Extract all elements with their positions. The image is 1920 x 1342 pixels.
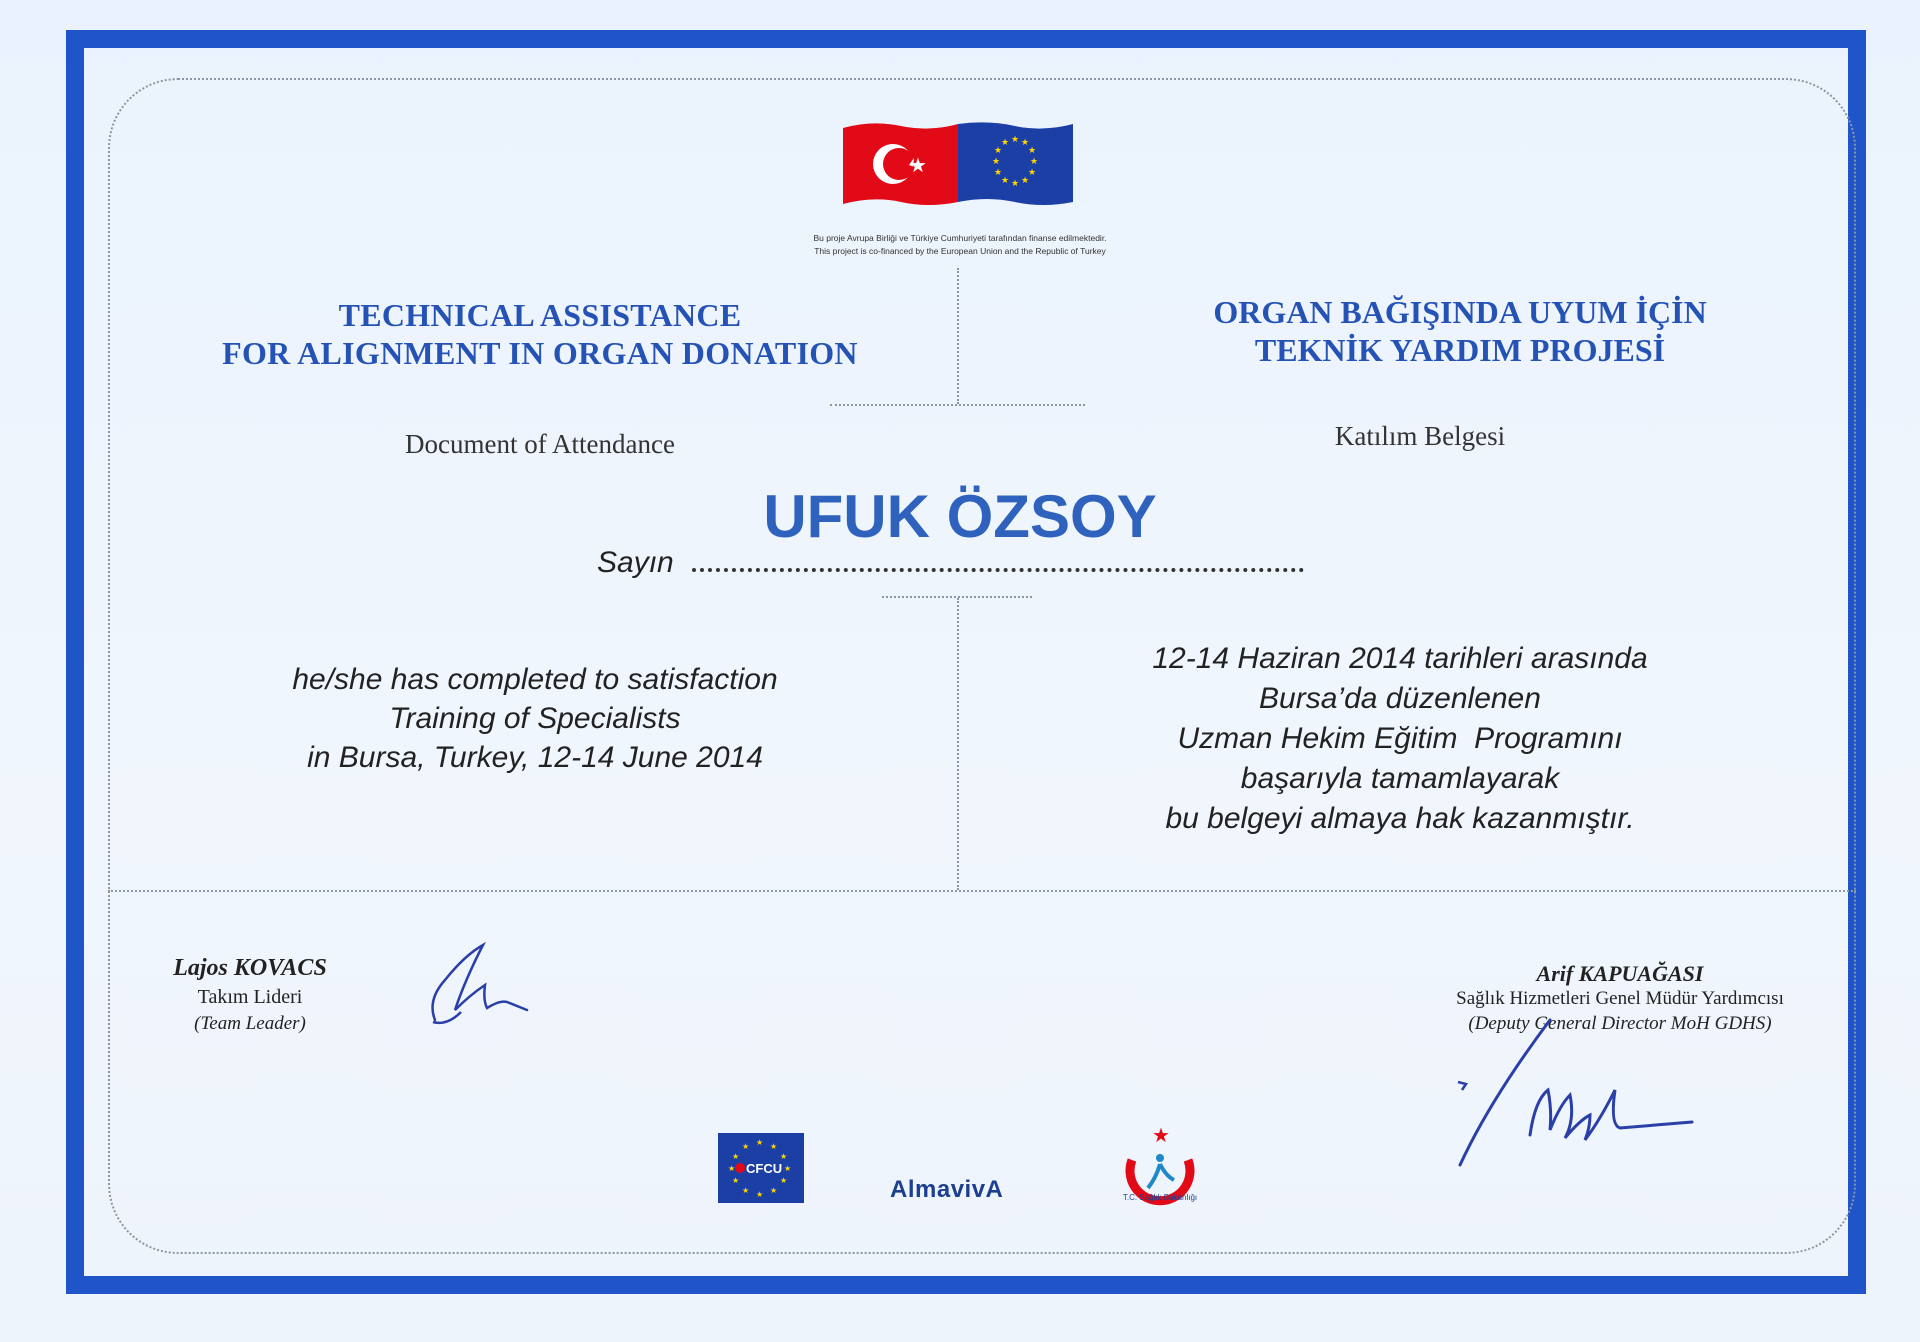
svg-text:★: ★ xyxy=(732,1176,740,1185)
right-signatory-name: Arif KAPUAĞASI xyxy=(1536,961,1704,986)
svg-text:★: ★ xyxy=(742,1186,750,1195)
body-tr-line2: Bursa’da düzenlenen xyxy=(1259,682,1541,715)
svg-text:★: ★ xyxy=(770,1186,778,1195)
svg-text:★: ★ xyxy=(728,1164,736,1173)
svg-text:★: ★ xyxy=(780,1152,788,1161)
almaviva-logo: AlmavivA xyxy=(890,1176,1004,1203)
cfcu-logo xyxy=(718,1133,804,1203)
eu-flag-icon xyxy=(958,122,1073,205)
svg-text:★: ★ xyxy=(1030,157,1039,167)
svg-text:★: ★ xyxy=(756,1190,764,1199)
svg-text:★: ★ xyxy=(994,146,1003,156)
top-vertical-divider xyxy=(957,268,959,404)
body-tr-line3: Uzman Hekim Eğitim Programını xyxy=(1177,722,1623,755)
svg-text:★: ★ xyxy=(1021,176,1030,186)
left-signature xyxy=(425,940,535,1030)
header-underline xyxy=(830,404,1085,406)
svg-text:★: ★ xyxy=(784,1164,792,1173)
body-text-tr xyxy=(1080,639,1720,839)
left-signatory-name: Lajos KOVACS xyxy=(173,955,327,981)
recipient-name: UFUK ÖZSOY xyxy=(763,483,1157,550)
body-tr-line5: bu belgeyi almaya hak kazanmıştır. xyxy=(1165,802,1635,835)
saglik-bakanligi-text: T.C. Sağlık Bakanlığı xyxy=(1122,1193,1198,1202)
svg-text:★: ★ xyxy=(1001,176,1010,186)
funding-credit xyxy=(690,232,1230,258)
body-en-line2: Training of Specialists xyxy=(389,702,681,735)
footer-divider xyxy=(108,890,1856,892)
name-dotted-line xyxy=(692,568,1304,572)
svg-text:★: ★ xyxy=(1001,138,1010,148)
funding-credit-tr: Bu proje Avrupa Birliği ve Türkiye Cumhuriyeti tarafından finanse edilmektedir. xyxy=(813,233,1107,243)
title-tr-line2: TEKNİK YARDIM PROJESİ xyxy=(1254,332,1666,368)
cfcu-logo-text: CFCU xyxy=(746,1161,783,1176)
title-en-line1: TECHNICAL ASSISTANCE xyxy=(338,297,742,333)
svg-text:★: ★ xyxy=(756,1138,764,1147)
right-signatory-role-tr: Sağlık Hizmetleri Genel Müdür Yardımcısı xyxy=(1456,988,1784,1009)
body-tr-line4: başarıyla tamamlayarak xyxy=(1240,762,1560,795)
salutation: Sayın xyxy=(597,546,674,579)
svg-text:★: ★ xyxy=(1028,146,1037,156)
left-signatory-role-tr: Takım Lideri xyxy=(197,986,303,1008)
document-type-en: Document of Attendance xyxy=(405,429,675,459)
svg-text:★: ★ xyxy=(994,168,1003,178)
svg-text:★: ★ xyxy=(770,1142,778,1151)
left-signatory-role-en: (Team Leader) xyxy=(194,1013,306,1034)
svg-text:★: ★ xyxy=(909,153,927,177)
body-en-line3: in Bursa, Turkey, 12-14 June 2014 xyxy=(307,741,763,774)
svg-text:★: ★ xyxy=(1011,135,1020,145)
svg-text:★: ★ xyxy=(1011,179,1020,189)
svg-text:★: ★ xyxy=(1028,168,1037,178)
project-title-tr xyxy=(1100,293,1820,369)
svg-text:★: ★ xyxy=(732,1152,740,1161)
svg-text:★: ★ xyxy=(1152,1123,1170,1147)
saglik-bakanligi-logo xyxy=(1110,1120,1210,1220)
funding-credit-en: This project is co-financed by the European Union and the Republic of Turkey xyxy=(814,246,1106,256)
body-en-line1: he/she has completed to satisfaction xyxy=(292,663,778,696)
document-type-tr: Katılım Belgesi xyxy=(1334,421,1506,451)
project-title-en xyxy=(160,296,920,372)
svg-text:★: ★ xyxy=(780,1176,788,1185)
svg-text:★: ★ xyxy=(992,157,1001,167)
svg-text:★: ★ xyxy=(1021,138,1030,148)
middle-vertical-divider xyxy=(957,598,959,890)
turkey-flag-icon xyxy=(843,123,958,205)
right-signature xyxy=(1440,1010,1700,1170)
body-text-en xyxy=(210,660,860,777)
body-tr-line1: 12-14 Haziran 2014 tarihleri arasında xyxy=(1152,642,1648,675)
title-tr-line1: ORGAN BAĞIŞINDA UYUM İÇİN xyxy=(1213,294,1707,330)
svg-text:★: ★ xyxy=(742,1142,750,1151)
right-signatory-role-en: (Deputy General Director MoH GDHS) xyxy=(1468,1013,1772,1034)
title-en-line2: FOR ALIGNMENT IN ORGAN DONATION xyxy=(222,335,858,371)
flags-logo xyxy=(843,120,1073,210)
